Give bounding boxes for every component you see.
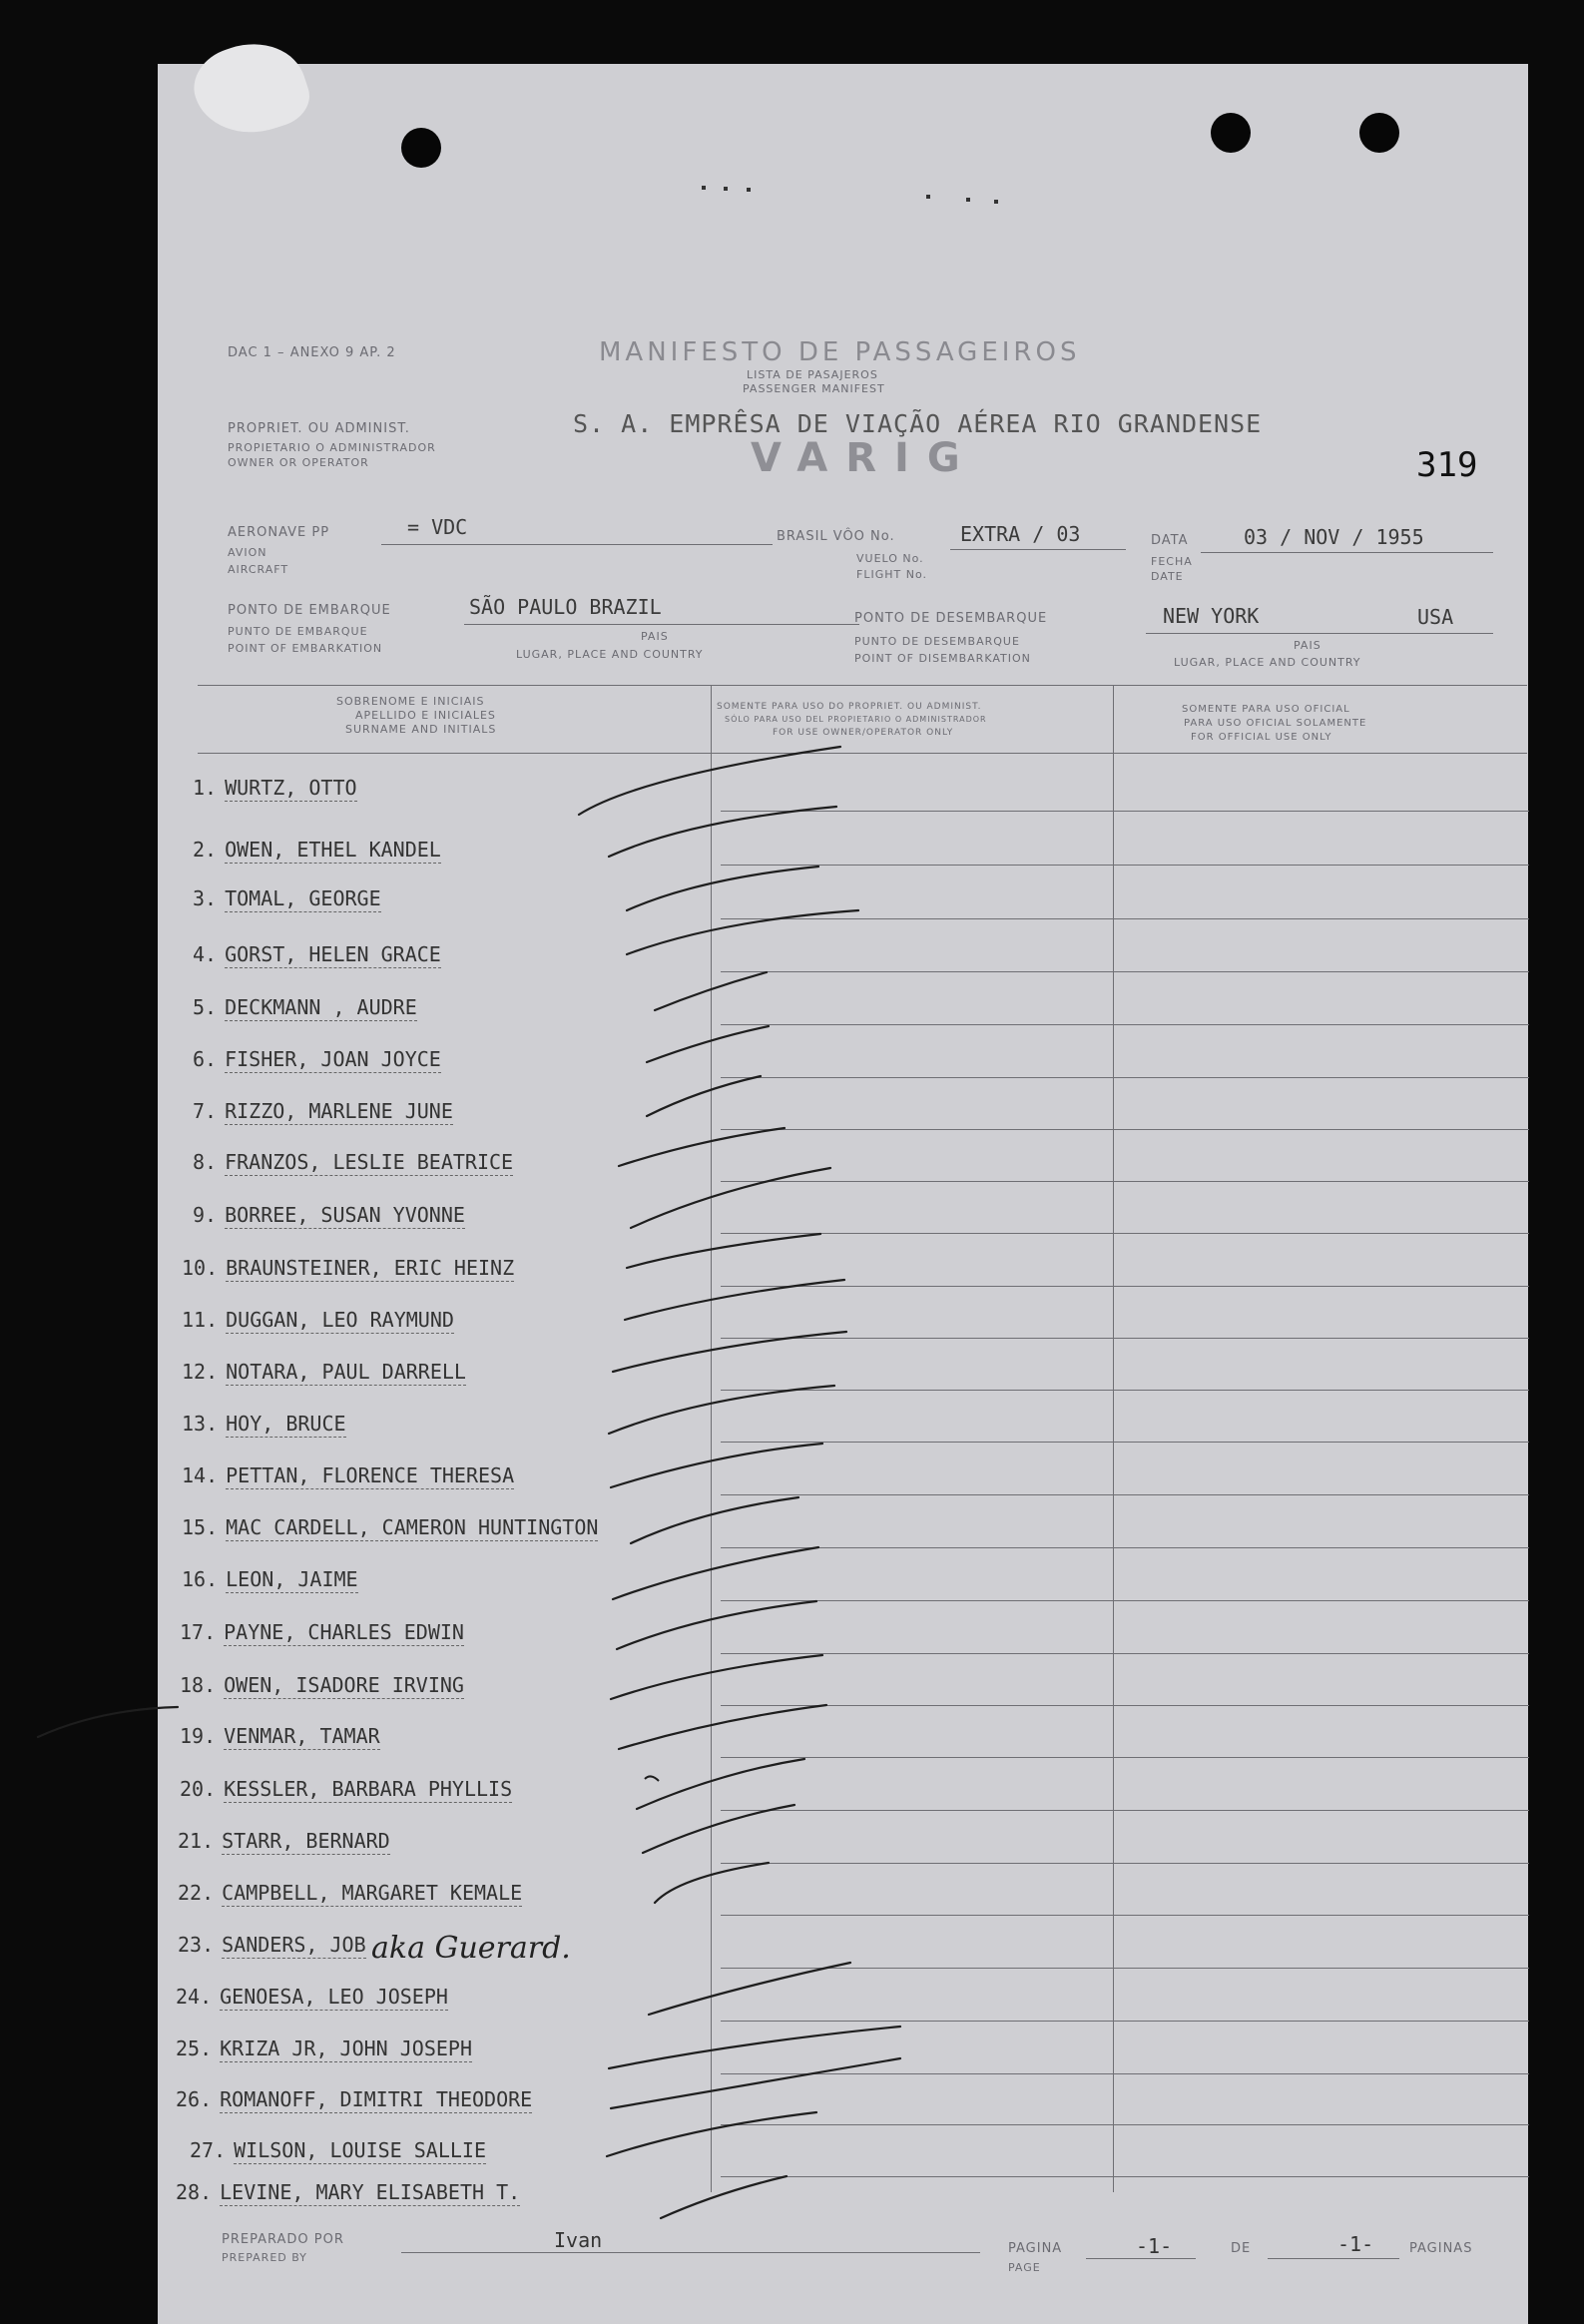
total-underline — [1268, 2258, 1399, 2259]
aircraft-label-es: AVION — [228, 546, 267, 559]
brand-name: VARIG — [751, 435, 978, 481]
passenger-name: SANDERS, JOB — [222, 1933, 366, 1957]
check-mark — [609, 1386, 834, 1434]
check-mark — [655, 972, 767, 1010]
check-mark — [611, 1655, 822, 1699]
passenger-name: ROMANOFF, DIMITRI THEODORE — [220, 2087, 533, 2111]
owner-label-pt: PROPRIET. OU ADMINIST. — [228, 421, 410, 436]
disembark-country-label: PAIS — [1294, 639, 1321, 652]
document-title: MANIFESTO DE PASSAGEIROS — [599, 337, 1081, 367]
passenger-number: 22. — [178, 1881, 215, 1905]
passenger-number: 8. — [193, 1150, 218, 1174]
date-label-es: FECHA — [1151, 555, 1193, 568]
passenger-name: TOMAL, GEORGE — [225, 886, 381, 910]
check-mark — [655, 1863, 769, 1903]
prepared-by-underline — [401, 2252, 980, 2253]
passenger-number: 18. — [180, 1673, 217, 1697]
passenger-name: LEVINE, MARY ELISABETH T. — [220, 2180, 521, 2204]
prepared-by-value: Ivan — [554, 2228, 603, 2252]
passenger-name: OWEN, ISADORE IRVING — [224, 1673, 464, 1697]
check-mark — [627, 867, 818, 910]
passenger-number: 1. — [193, 776, 218, 800]
pages-label: PAGINAS — [1409, 2241, 1473, 2256]
page-label: PAGINA — [1008, 2241, 1063, 2256]
check-mark — [627, 910, 858, 954]
passenger-number: 17. — [180, 1620, 217, 1644]
document-subtitle-es: LISTA DE PASAJEROS — [747, 368, 878, 381]
passenger-number: 10. — [182, 1256, 219, 1280]
passenger-name: LEON, JAIME — [226, 1567, 358, 1591]
passenger-name: HOY, BRUCE — [226, 1412, 346, 1436]
passenger-name: DUGGAN, LEO RAYMUND — [226, 1308, 454, 1332]
aircraft-label: AERONAVE PP — [228, 525, 330, 540]
passenger-number: 7. — [193, 1099, 218, 1123]
passenger-name: CAMPBELL, MARGARET KEMALE — [222, 1881, 523, 1905]
passenger-number: 2. — [193, 838, 218, 862]
embark-country-label: PAIS — [641, 630, 669, 643]
check-mark — [649, 1963, 850, 2015]
passenger-name: OWEN, ETHEL KANDEL — [225, 838, 441, 862]
prepared-by-label: PREPARADO POR — [222, 2232, 344, 2247]
passenger-name: MAC CARDELL, CAMERON HUNTINGTON — [226, 1515, 599, 1539]
col-official-header: SOMENTE PARA USO OFICIAL — [1182, 704, 1350, 715]
passenger-name: RIZZO, MARLENE JUNE — [225, 1099, 453, 1123]
passenger-number: 12. — [182, 1360, 219, 1384]
check-mark — [619, 1128, 785, 1166]
passenger-name: FISHER, JOAN JOYCE — [225, 1047, 441, 1071]
col-surname-header-en: SURNAME AND INITIALS — [345, 723, 497, 736]
document-subtitle-en: PASSENGER MANIFEST — [743, 382, 885, 395]
passenger-name: NOTARA, PAUL DARRELL — [226, 1360, 466, 1384]
check-mark — [609, 807, 836, 857]
passenger-name: VENMAR, TAMAR — [224, 1724, 380, 1748]
total-pages-value: -1- — [1337, 2232, 1374, 2256]
company-name: S. A. EMPRÊSA DE VIAÇÃO AÉREA RIO GRANDENSE — [573, 409, 1263, 438]
check-mark — [637, 1759, 804, 1809]
embark-value: SÃO PAULO BRAZIL — [469, 595, 662, 619]
page-underline — [1086, 2258, 1196, 2259]
disembark-label: PONTO DE DESEMBARQUE — [854, 611, 1048, 626]
check-mark — [607, 2112, 816, 2156]
check-mark — [643, 1805, 794, 1853]
disembark-label-es: PUNTO DE DESEMBARQUE — [854, 635, 1020, 648]
passenger-number: 26. — [176, 2087, 213, 2111]
disembark-place-label: LUGAR, PLACE AND COUNTRY — [1174, 656, 1361, 669]
passenger-number: 14. — [182, 1463, 219, 1487]
passenger-number: 11. — [182, 1308, 219, 1332]
page-value: -1- — [1136, 2234, 1173, 2258]
disembark-country-value: USA — [1417, 605, 1454, 629]
col-owner-header: SOMENTE PARA USO DO PROPRIET. OU ADMINIST. — [717, 702, 982, 712]
page-label-en: PAGE — [1008, 2261, 1041, 2274]
passenger-name: DECKMANN , AUDRE — [225, 995, 417, 1019]
check-mark — [613, 1332, 846, 1372]
flight-label-es: VUELO No. — [856, 552, 924, 565]
col-official-header-es: PARA USO OFICIAL SOLAMENTE — [1184, 718, 1367, 729]
date-value: 03 / NOV / 1955 — [1244, 525, 1424, 549]
passenger-number: 28. — [176, 2180, 213, 2204]
check-mark — [631, 1168, 830, 1228]
flight-label: BRASIL VÔO No. — [777, 529, 895, 544]
check-mark — [645, 1776, 659, 1781]
passenger-name: FRANZOS, LESLIE BEATRICE — [225, 1150, 514, 1174]
passenger-name: BRAUNSTEINER, ERIC HEINZ — [226, 1256, 515, 1280]
check-mark — [611, 1444, 822, 1487]
passenger-number: 23. — [178, 1933, 215, 1957]
col-owner-header-en: FOR USE OWNER/OPERATOR ONLY — [773, 728, 954, 738]
passenger-number: 27. — [190, 2138, 227, 2162]
margin-stroke — [38, 1707, 178, 1737]
check-mark — [631, 1497, 798, 1543]
page-number: 319 — [1416, 445, 1478, 485]
col-surname-header: SOBRENOME E INICIAIS — [336, 695, 485, 708]
passenger-number: 21. — [178, 1829, 215, 1853]
owner-label-en: OWNER OR OPERATOR — [228, 456, 369, 469]
passenger-name: PETTAN, FLORENCE THERESA — [226, 1463, 515, 1487]
col-owner-header-es: SÓLO PARA USO DEL PROPIETARIO O ADMINISTRADOR — [725, 715, 987, 724]
handwritten-alias-note: aka Guerard. — [371, 1931, 571, 1966]
passenger-number: 15. — [182, 1515, 219, 1539]
col-surname-header-es: APELLIDO E INICIALES — [355, 709, 496, 722]
check-mark — [619, 1705, 826, 1749]
embark-label: PONTO DE EMBARQUE — [228, 603, 391, 618]
col-official-header-en: FOR OFFICIAL USE ONLY — [1191, 732, 1332, 743]
passenger-number: 16. — [182, 1567, 219, 1591]
passenger-number: 3. — [193, 886, 218, 910]
passenger-number: 24. — [176, 1985, 213, 2009]
check-mark — [617, 1601, 816, 1649]
owner-label-es: PROPIETARIO O ADMINISTRADOR — [228, 441, 436, 454]
passenger-number: 19. — [180, 1724, 217, 1748]
passenger-name: WURTZ, OTTO — [225, 776, 357, 800]
passenger-number: 13. — [182, 1412, 219, 1436]
passenger-name: STARR, BERNARD — [222, 1829, 390, 1853]
passenger-name: PAYNE, CHARLES EDWIN — [224, 1620, 464, 1644]
aircraft-label-en: AIRCRAFT — [228, 563, 289, 576]
passenger-name: KESSLER, BARBARA PHYLLIS — [224, 1777, 513, 1801]
embark-label-en: POINT OF EMBARKATION — [228, 642, 383, 655]
passenger-number: 20. — [180, 1777, 217, 1801]
check-mark — [647, 1076, 761, 1116]
aircraft-value: = VDC — [407, 515, 468, 539]
check-mark — [611, 2058, 900, 2108]
flight-number-value: EXTRA / 03 — [960, 522, 1081, 546]
check-mark — [613, 1547, 818, 1599]
passenger-number: 9. — [193, 1203, 218, 1227]
form-reference: DAC 1 – ANEXO 9 AP. 2 — [228, 345, 396, 360]
passenger-name: GENOESA, LEO JOSEPH — [220, 1985, 448, 2009]
check-mark — [661, 2176, 787, 2218]
passenger-number: 5. — [193, 995, 218, 1019]
check-mark — [625, 1280, 844, 1320]
date-label: DATA — [1151, 533, 1189, 548]
passenger-name: BORREE, SUSAN YVONNE — [225, 1203, 465, 1227]
disembark-city-value: NEW YORK — [1163, 604, 1260, 628]
check-mark — [647, 1026, 769, 1062]
passenger-number: 6. — [193, 1047, 218, 1071]
date-label-en: DATE — [1151, 570, 1184, 583]
disembark-label-en: POINT OF DISEMBARKATION — [854, 652, 1031, 665]
flight-label-en: FLIGHT No. — [856, 568, 927, 581]
embark-label-es: PUNTO DE EMBARQUE — [228, 625, 368, 638]
passenger-name: KRIZA JR, JOHN JOSEPH — [220, 2036, 472, 2060]
prepared-by-label-en: PREPARED BY — [222, 2251, 307, 2264]
passenger-name: WILSON, LOUISE SALLIE — [234, 2138, 486, 2162]
check-mark — [579, 747, 840, 815]
check-mark — [609, 2027, 900, 2068]
passenger-name: GORST, HELEN GRACE — [225, 942, 441, 966]
passenger-number: 25. — [176, 2036, 213, 2060]
embark-place-label: LUGAR, PLACE AND COUNTRY — [516, 648, 704, 661]
check-mark — [627, 1234, 820, 1268]
passenger-number: 4. — [193, 942, 218, 966]
page-of-label: DE — [1231, 2241, 1252, 2256]
